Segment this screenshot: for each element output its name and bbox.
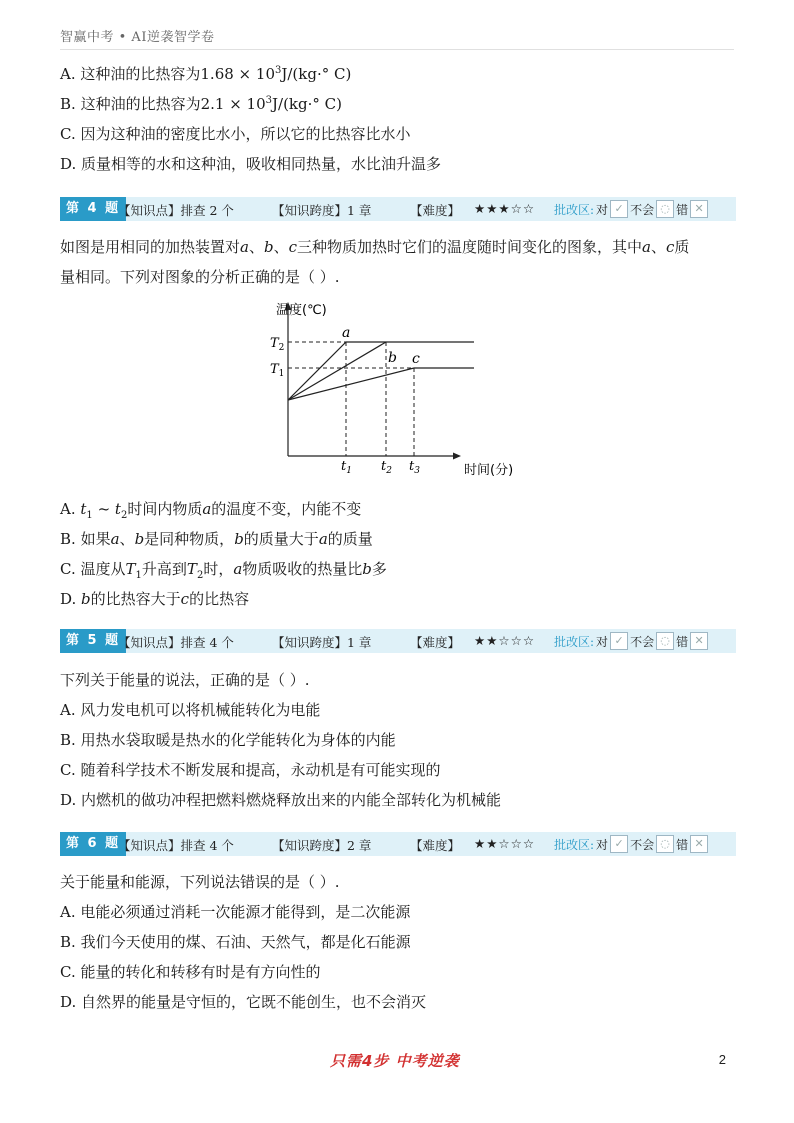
header-title: 智赢中考 • AI逆袭智学卷 [60, 30, 215, 45]
difficulty-label: 【难度】 [410, 635, 461, 650]
q5-option-c[interactable]: C. 随着科学技术不断发展和提高，永动机是有可能实现的 [60, 761, 441, 779]
review-area: 批改区: 对 ✓ 不会 ◌ 错 ✕ [554, 629, 710, 653]
q5-option-b[interactable]: B. 用热水袋取暖是热水的化学能转化为身体的内能 [60, 731, 396, 749]
q4-option-b[interactable]: B. 如果a、b是同种物质，b的质量大于a的质量 [60, 530, 373, 548]
mark-wrong-checkbox[interactable]: ✕ [690, 632, 708, 650]
time1-label: $t_1$ [341, 459, 352, 476]
footer-logo: 只需4步 中考逆袭 [330, 1052, 460, 1070]
temperature-time-graph [258, 296, 538, 486]
knowledge-span: 【知识跨度】1 章 [272, 203, 372, 218]
knowledge-points: 【知识点】排查 2 个 [118, 203, 234, 218]
page-number: 2 [718, 1052, 726, 1067]
time3-label: $t_3$ [409, 459, 420, 476]
header-divider [60, 49, 734, 50]
mark-right-checkbox[interactable]: ✓ [610, 632, 628, 650]
mark-unknown-checkbox[interactable]: ◌ [656, 835, 674, 853]
q6-option-d[interactable]: D. 自然界的能量是守恒的，它既不能创生，也不会消灭 [60, 993, 427, 1011]
difficulty-label: 【难度】 [410, 838, 461, 853]
difficulty-stars: ★★★☆☆ [474, 201, 536, 216]
mark-right-checkbox[interactable]: ✓ [610, 835, 628, 853]
q3-option-b[interactable]: B. 这种油的比热容为$2.1 \times 10^3J/(kg\cdot^\circ$ C) [60, 95, 342, 113]
knowledge-span: 【知识跨度】1 章 [272, 635, 372, 650]
q6-option-b[interactable]: B. 我们今天使用的煤、石油、天然气，都是化石能源 [60, 933, 411, 951]
q6-option-a[interactable]: A. 电能必须通过消耗一次能源才能得到，是二次能源 [60, 903, 411, 921]
knowledge-points: 【知识点】排查 4 个 [118, 635, 234, 650]
q4-option-a[interactable]: A. $t_1$ ~ $t_2$时间内物质a的温度不变，内能不变 [60, 500, 362, 521]
difficulty-stars: ★★☆☆☆ [474, 836, 536, 851]
review-area: 批改区: 对 ✓ 不会 ◌ 错 ✕ [554, 197, 710, 221]
mark-wrong-checkbox[interactable]: ✕ [690, 200, 708, 218]
mark-unknown-checkbox[interactable]: ◌ [656, 632, 674, 650]
knowledge-span: 【知识跨度】2 章 [272, 838, 372, 853]
difficulty-stars: ★★☆☆☆ [474, 633, 536, 648]
x-axis-label: 时间(分) [464, 463, 514, 478]
difficulty-label: 【难度】 [410, 203, 461, 218]
q4-stem-line1: 如图是用相同的加热装置对a、b、c三种物质加热时它们的温度随时间变化的图象，其中a、c质 [60, 238, 690, 256]
y-axis-label: 温度(℃) [276, 303, 327, 318]
q4-stem-line2: 量相同。下列对图象的分析正确的是（ ）. [60, 268, 340, 286]
curve-b-label: b [388, 350, 397, 366]
time2-label: $t_2$ [381, 459, 392, 476]
q6-option-c[interactable]: C. 能量的转化和转移有时是有方向性的 [60, 963, 321, 981]
curve-a [288, 342, 474, 400]
mark-unknown-checkbox[interactable]: ◌ [656, 200, 674, 218]
question-bar-4 [60, 197, 736, 221]
question-bar-6 [60, 832, 736, 856]
q5-stem: 下列关于能量的说法，正确的是（ ）. [60, 671, 310, 689]
q3-option-a[interactable]: A. 这种油的比热容为$1.68 \times 10^3J/(kg\cdot^\circ$ C) [60, 65, 352, 83]
question-number-tag: 第 4 题 [60, 197, 126, 221]
t2-label: $T_2$ [270, 336, 285, 353]
q3-option-c[interactable]: C. 因为这种油的密度比水小，所以它的比热容比水小 [60, 125, 411, 143]
q6-stem: 关于能量和能源，下列说法错误的是（ ）. [60, 873, 340, 891]
question-bar-5 [60, 629, 736, 653]
t1-label: $T_1$ [270, 362, 285, 379]
question-number-tag: 第 6 题 [60, 832, 126, 856]
q4-option-c[interactable]: C. 温度从$T_1$升高到$T_2$时，a物质吸收的热量比b多 [60, 560, 387, 581]
curve-a-label: a [342, 325, 351, 341]
knowledge-points: 【知识点】排查 4 个 [118, 838, 234, 853]
curve-c-label: c [412, 351, 420, 367]
q4-option-d[interactable]: D. b的比热容大于c的比热容 [60, 590, 250, 608]
mark-wrong-checkbox[interactable]: ✕ [690, 835, 708, 853]
question-number-tag: 第 5 题 [60, 629, 126, 653]
mark-right-checkbox[interactable]: ✓ [610, 200, 628, 218]
x-axis-arrow [453, 453, 461, 460]
review-area: 批改区: 对 ✓ 不会 ◌ 错 ✕ [554, 832, 710, 856]
q3-option-d[interactable]: D. 质量相等的水和这种油，吸收相同热量，水比油升温多 [60, 155, 442, 173]
q5-option-d[interactable]: D. 内燃机的做功冲程把燃料燃烧释放出来的内能全部转化为机械能 [60, 791, 502, 809]
q5-option-a[interactable]: A. 风力发电机可以将机械能转化为电能 [60, 701, 321, 719]
